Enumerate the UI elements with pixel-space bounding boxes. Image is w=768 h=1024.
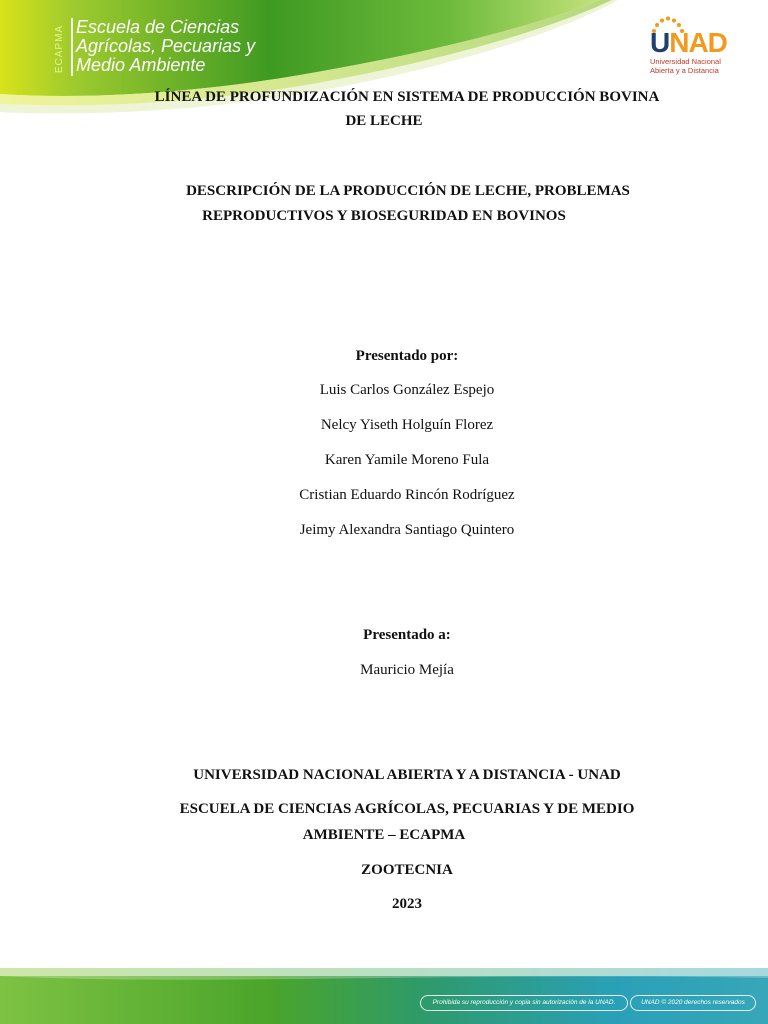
- logo-wordmark: UNAD: [650, 27, 727, 58]
- university-name: UNIVERSIDAD NACIONAL ABIERTA Y A DISTANCIA - UNAD: [193, 767, 621, 783]
- school-name-line: AMBIENTE – ECAPMA: [302, 827, 466, 843]
- school-name-line: ESCUELA DE CIENCIAS AGRÍCOLAS, PECUARIAS Y DE MEDIO: [179, 801, 635, 817]
- school-name-banner: [76, 18, 255, 75]
- author-name: Jeimy Alexandra Santiago Quintero: [299, 522, 515, 538]
- document-subtitle-line: REPRODUCTIVOS Y BIOSEGURIDAD EN BOVINOS: [202, 208, 566, 224]
- unad-logo: [640, 14, 740, 80]
- author-name: Cristian Eduardo Rincón Rodríguez: [299, 487, 515, 503]
- presented-to-label: Presentado a:: [363, 627, 451, 643]
- year: 2023: [392, 896, 422, 912]
- school-name-line: Medio Ambiente: [76, 55, 206, 75]
- author-name: Karen Yamile Moreno Fula: [324, 452, 490, 468]
- tutor-name: Mauricio Mejía: [360, 662, 454, 678]
- footer-banner: [0, 964, 768, 1024]
- school-name-line: Agrícolas, Pecuarias y: [76, 36, 256, 56]
- document-title-line: DE LECHE: [345, 113, 423, 129]
- presented-by-label: Presentado por:: [355, 348, 459, 364]
- author-name: Luis Carlos González Espejo: [319, 382, 495, 398]
- school-name-line: Escuela de Ciencias: [76, 17, 240, 37]
- copyright-notice: Prohibida su reproducción y copia sin autorización de la UNAD.: [420, 995, 628, 1011]
- rights-notice: UNAD © 2020 derechos reservados: [630, 995, 756, 1011]
- logo-subtitle: Universidad Nacional Abierta y a Distancia: [650, 57, 721, 75]
- ecapma-vertical-tag: ECAPMA: [54, 24, 65, 74]
- document-title-line: LÍNEA DE PROFUNDIZACIÓN EN SISTEMA DE PRODUCCIÓN BOVINA: [154, 89, 660, 105]
- program-name: ZOOTECNIA: [361, 862, 453, 878]
- author-name: Nelcy Yiseth Holguín Florez: [320, 417, 494, 433]
- document-subtitle-line: DESCRIPCIÓN DE LA PRODUCCIÓN DE LECHE, PROBLEMAS: [186, 183, 630, 199]
- banner-divider: [71, 18, 73, 76]
